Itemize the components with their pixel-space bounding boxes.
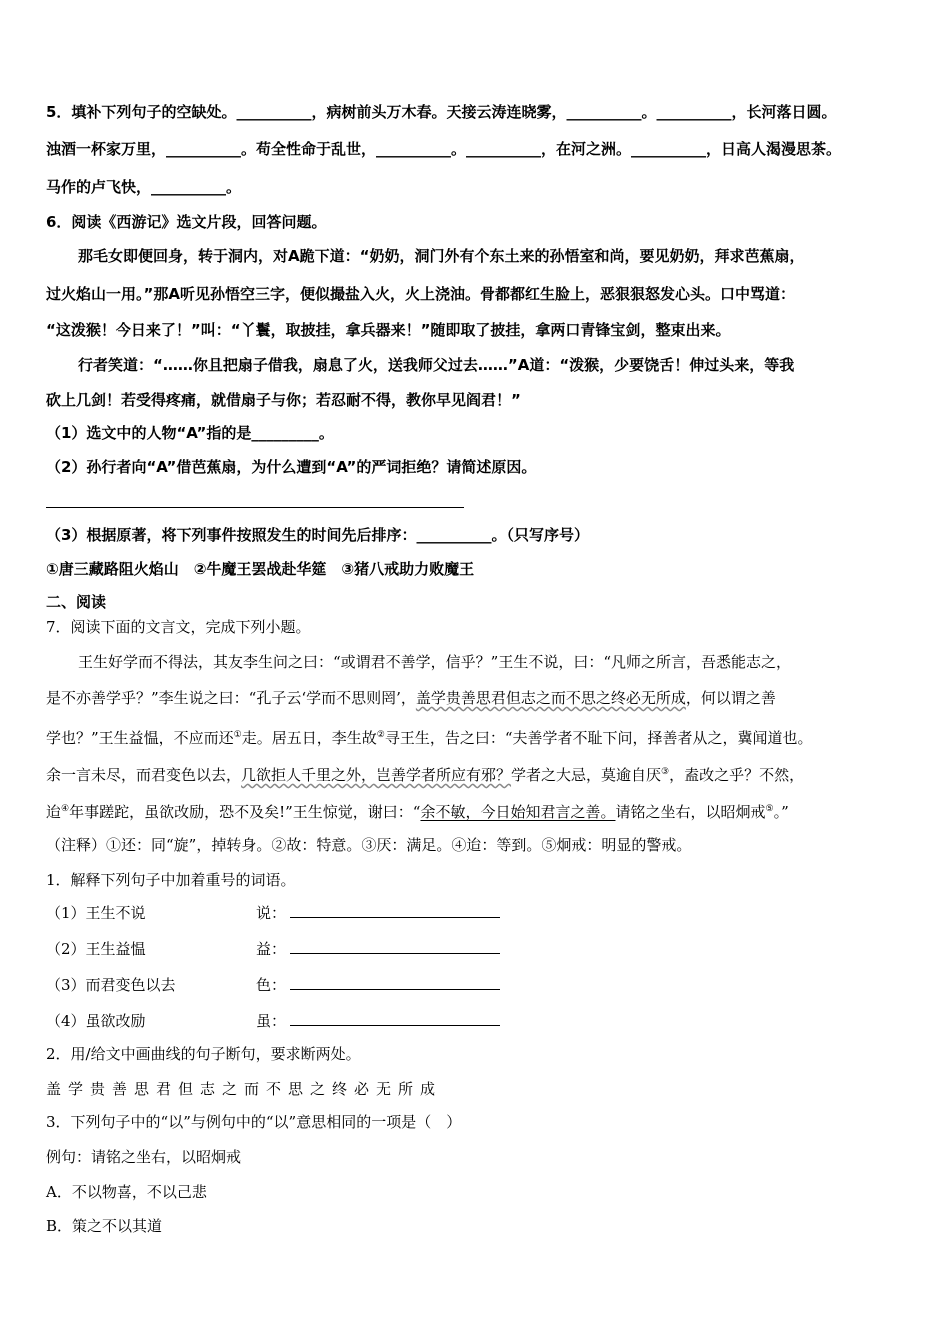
text-line xyxy=(78,652,791,672)
text-line xyxy=(46,320,730,340)
text-line xyxy=(46,1216,162,1236)
q1-word-label: 说： xyxy=(256,904,287,922)
text-segment: 。” xyxy=(773,803,789,821)
text-line xyxy=(46,423,334,443)
q1-word-label: 虽： xyxy=(256,1012,287,1030)
text-segment: 那毛女即便回身，转于洞内，对A跪下道：“奶奶，洞门外有个东土来的孙悟室和尚，要见奶奶，拜求芭蕉扇， xyxy=(78,247,805,265)
text-segment: 1．解释下列句子中加着重号的词语。 xyxy=(46,871,296,889)
text-segment: 是不亦善学乎？”李生说之曰：“孔子云‘学而不思则罔’， xyxy=(46,689,416,707)
footnote-marker: ② xyxy=(376,730,385,740)
answer-line xyxy=(46,507,464,508)
text-line xyxy=(46,139,841,159)
text-segment: 学者之大忌，莫逾自厌 xyxy=(511,766,662,784)
q1-sentence: （1）王生不说 xyxy=(46,904,146,922)
underlined-text: 几欲拒人千里之外，岂善学者所应有邪？ xyxy=(241,766,512,784)
q1-word-label: 色： xyxy=(256,976,287,994)
text-segment: 迨 xyxy=(46,803,62,821)
text-segment: 例句：请铭之坐右，以昭炯戒 xyxy=(46,1148,242,1166)
text-segment: 年事蹉跎，虽欲改励，恐不及矣!”王生惊觉，谢曰：“ xyxy=(69,803,421,821)
text-segment: 盖学贵善思君但志之而不思之终必无所成 xyxy=(46,1080,443,1098)
text-line xyxy=(46,177,241,197)
text-segment: “这泼猴！今日来了！”叫：“丫鬟，取披挂，拿兵器来！”随即取了披挂，拿两口青锋宝剑，整束出来。 xyxy=(46,321,731,339)
text-segment: 6．阅读《西游记》选文片段，回答问题。 xyxy=(46,213,327,231)
q1-answer-field[interactable] xyxy=(256,902,500,923)
text-segment: （注释）①还：同“旋”，掉转身。②故：特意。③厌：满足。④迨：等到。⑤炯戒：明显的警戒。 xyxy=(46,836,692,854)
text-segment: 寻王生，告之曰：“夫善学者不耻下问，择善者从之，冀闻道也。 xyxy=(384,729,813,747)
text-segment: ①唐三藏路阻火焰山 ②牛魔王罢战赴华筵 ③猪八戒助力败魔王 xyxy=(46,560,475,578)
text-segment: 砍上几剑！若受得疼痛，就借扇子与你；若忍耐不得，教你早见阎君！” xyxy=(46,391,521,409)
footnote-marker: ⑤ xyxy=(765,804,774,814)
text-line xyxy=(46,762,804,785)
q1-sentence: （2）王生益愠 xyxy=(46,940,146,958)
q1-sentence: （4）虽欲改励 xyxy=(46,1012,146,1030)
text-segment: 余一言未尽，而君变色以去， xyxy=(46,766,242,784)
footnote-marker: ④ xyxy=(61,804,70,814)
q1-answer-field[interactable] xyxy=(256,974,500,995)
footnote-marker: ③ xyxy=(661,767,670,777)
answer-blank[interactable] xyxy=(290,975,500,990)
text-line xyxy=(46,1044,361,1064)
text-segment: （2）孙行者向“A”借芭蕉扇，为什么遭到“A”的严词拒绝？请简述原因。 xyxy=(46,458,537,476)
text-line xyxy=(46,592,106,612)
text-line xyxy=(46,525,589,545)
text-line xyxy=(46,1147,241,1167)
footnote-marker: ① xyxy=(233,730,242,740)
text-line xyxy=(46,284,795,304)
text-line xyxy=(46,688,776,708)
text-line xyxy=(78,355,794,375)
text-segment: 二、阅读 xyxy=(46,593,107,611)
text-segment: 2．用/给文中画曲线的句子断句，要求断两处。 xyxy=(46,1045,361,1063)
text-segment: 学也？”王生益愠，不应而还 xyxy=(46,729,234,747)
answer-blank[interactable] xyxy=(290,939,500,954)
text-segment: （1）选文中的人物“A”指的是_________。 xyxy=(46,424,334,442)
underlined-text: 余不敏，今日始知君言之善。 xyxy=(420,803,616,821)
text-segment: 浊酒一杯家万里，__________。苟全性命于乱世，__________。__________，在河之洲。__________，日高人渴漫思茶。 xyxy=(46,140,842,158)
text-line xyxy=(46,1112,461,1132)
text-segment: （3）根据原著，将下列事件按照发生的时间先后排序：__________。（只写序号） xyxy=(46,526,589,544)
text-line xyxy=(46,835,691,855)
q1-word-label: 益： xyxy=(256,940,287,958)
text-segment: ，何以谓之善 xyxy=(685,689,776,707)
underlined-text: 盖学贵善思君但志之而不思之终必无所成 xyxy=(415,689,686,707)
answer-blank[interactable] xyxy=(290,903,500,918)
text-line xyxy=(46,617,311,637)
text-line xyxy=(46,1182,207,1202)
text-segment: 7．阅读下面的文言文，完成下列小题。 xyxy=(46,618,311,636)
text-segment: A．不以物喜，不以己悲 xyxy=(46,1183,207,1201)
q1-answer-field[interactable] xyxy=(256,1010,500,1031)
text-line xyxy=(46,559,474,579)
text-line xyxy=(46,102,836,122)
text-line xyxy=(78,246,804,266)
text-segment: 行者笑道：“……你且把扇子借我，扇息了火，送我师父过去……”A道：“泼猴，少要饶舌！伸过头来，等我 xyxy=(78,356,795,374)
text-segment: B．策之不以其道 xyxy=(46,1217,163,1235)
answer-blank[interactable] xyxy=(290,1011,500,1026)
text-segment: 马作的卢飞快，__________。 xyxy=(46,178,242,196)
text-line xyxy=(46,870,296,890)
text-line xyxy=(46,457,536,477)
text-line xyxy=(46,799,789,822)
text-line xyxy=(46,1079,442,1099)
text-segment: 请铭之坐右，以昭炯戒 xyxy=(615,803,766,821)
text-segment: ，盍改之乎？不然， xyxy=(669,766,805,784)
text-segment: 王生好学而不得法，其友李生问之曰：“或谓君不善学，信乎？”王生不说，曰：“凡师之所言，吾悉能志之， xyxy=(78,653,792,671)
text-segment: 3．下列句子中的“以”与例句中的“以”意思相同的一项是（ ） xyxy=(46,1113,462,1131)
q1-sentence: （3）而君变色以去 xyxy=(46,976,176,994)
text-segment: 走。居五日，李生故 xyxy=(241,729,377,747)
q1-answer-field[interactable] xyxy=(256,938,500,959)
text-segment: 5．填补下列句子的空缺处。__________，病树前头万木春。天接云涛连晓雾，__________。__________，长河落日圆。 xyxy=(46,103,837,121)
text-line xyxy=(46,212,326,232)
text-line xyxy=(46,725,813,748)
text-segment: 过火焰山一用。”那A听见孙悟空三字，便似撮盐入火，火上浇油。骨都都红生脸上，恶狠狠怒发心头。口中骂道： xyxy=(46,285,795,303)
text-line xyxy=(46,390,521,410)
